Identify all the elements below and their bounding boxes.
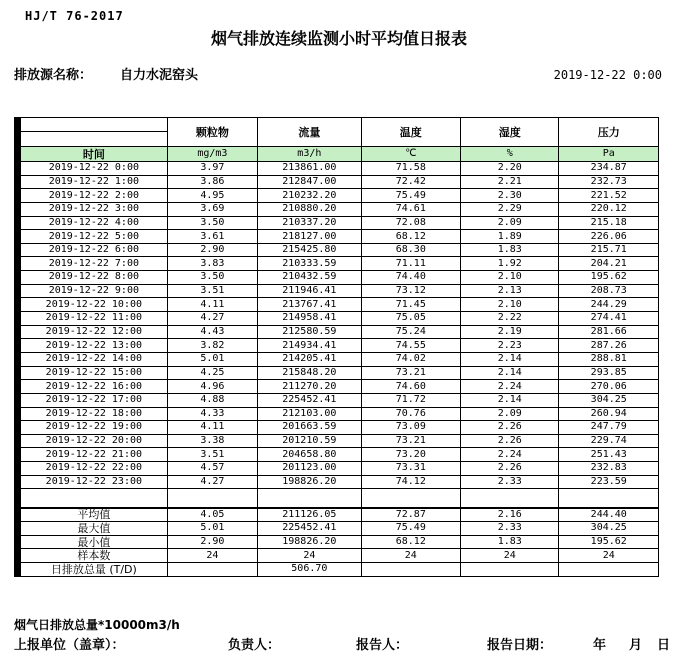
value-cell: 3.51 [167,284,257,298]
column-header-temp: 温度 [361,118,460,147]
value-cell: 220.12 [559,202,659,216]
row-label-cell: 2019-12-22 17:00 [18,393,168,407]
value-cell: 3.38 [167,434,257,448]
value-cell: 4.95 [167,189,257,203]
value-cell: 201663.59 [258,421,361,435]
row-label-cell: 最大值 [18,522,168,536]
value-cell: 2.20 [461,162,559,176]
value-cell: 3.51 [167,448,257,462]
column-header-humidity: 湿度 [461,118,559,147]
value-cell: 1.89 [461,230,559,244]
row-label-cell: 2019-12-22 19:00 [18,421,168,435]
value-cell: 1.92 [461,257,559,271]
hourly-data-row [18,271,659,285]
value-cell: 251.43 [559,448,659,462]
row-label-cell: 最小值 [18,535,168,549]
unit-temp: ℃ [361,147,460,162]
hourly-data-row [18,434,659,448]
value-cell: 3.61 [167,230,257,244]
value-cell: 304.25 [559,522,659,536]
value-cell: 215848.20 [258,366,361,380]
spacer-cell [258,489,361,508]
report-date-label: 报告日期： [487,638,553,653]
value-cell: 3.69 [167,202,257,216]
spacer-cell [167,489,257,508]
hourly-data-row [18,202,659,216]
value-cell: 2.19 [461,325,559,339]
value-cell: 223.59 [559,475,659,489]
value-cell: 198826.20 [258,535,361,549]
value-cell [559,563,659,577]
row-label-cell: 2019-12-22 10:00 [18,298,168,312]
value-cell: 3.50 [167,216,257,230]
value-cell: 226.06 [559,230,659,244]
value-cell: 198826.20 [258,475,361,489]
value-cell: 75.05 [361,312,460,326]
value-cell: 215.18 [559,216,659,230]
value-cell: 293.85 [559,366,659,380]
unit-humidity: % [461,147,559,162]
value-cell: 215425.80 [258,243,361,257]
value-cell: 68.12 [361,230,460,244]
value-cell: 2.90 [167,535,257,549]
hourly-data-row [18,243,659,257]
reporter-label: 报告人： [356,638,409,653]
value-cell: 4.57 [167,462,257,476]
value-cell: 73.09 [361,421,460,435]
value-cell: 215.71 [559,243,659,257]
value-cell: 195.62 [559,535,659,549]
hourly-data-row [18,407,659,421]
value-cell: 287.26 [559,339,659,353]
value-cell: 210232.20 [258,189,361,203]
hourly-data-row [18,312,659,326]
value-cell: 1.83 [461,535,559,549]
value-cell: 1.83 [461,243,559,257]
value-cell: 213861.00 [258,162,361,176]
value-cell: 225452.41 [258,393,361,407]
value-cell: 4.88 [167,393,257,407]
corner-cell-2 [18,132,168,147]
signature-row [0,634,678,653]
value-cell: 2.14 [461,393,559,407]
row-label-cell: 2019-12-22 16:00 [18,380,168,394]
row-label-cell: 2019-12-22 3:00 [18,202,168,216]
value-cell: 3.50 [167,271,257,285]
hourly-data-row [18,298,659,312]
value-cell: 5.01 [167,522,257,536]
value-cell: 73.12 [361,284,460,298]
value-cell: 3.97 [167,162,257,176]
value-cell: 229.74 [559,434,659,448]
value-cell: 2.21 [461,175,559,189]
hourly-data-row [18,339,659,353]
row-label-cell: 2019-12-22 22:00 [18,462,168,476]
hourly-data-row [18,448,659,462]
value-cell: 2.30 [461,189,559,203]
spacer-cell [461,489,559,508]
unit-pressure: Pa [559,147,659,162]
hourly-data-row [18,230,659,244]
source-name-value: 自力水泥窑头 [120,68,199,83]
value-cell: 71.58 [361,162,460,176]
manager-label: 负责人： [228,638,281,653]
value-cell: 270.06 [559,380,659,394]
value-cell: 4.27 [167,312,257,326]
value-cell: 68.30 [361,243,460,257]
value-cell: 260.94 [559,407,659,421]
value-cell: 221.52 [559,189,659,203]
value-cell: 2.33 [461,475,559,489]
value-cell: 2.09 [461,407,559,421]
source-name-label: 排放源名称： [14,68,93,83]
hourly-data-row [18,216,659,230]
value-cell: 3.83 [167,257,257,271]
row-label-cell: 2019-12-22 15:00 [18,366,168,380]
value-cell: 210880.20 [258,202,361,216]
value-cell: 2.14 [461,366,559,380]
row-label-cell: 2019-12-22 8:00 [18,271,168,285]
value-cell: 24 [461,549,559,563]
value-cell: 68.12 [361,535,460,549]
value-cell: 506.70 [258,563,361,577]
value-cell: 2.24 [461,380,559,394]
value-cell: 4.05 [167,508,257,522]
row-label-cell: 2019-12-22 12:00 [18,325,168,339]
value-cell: 2.24 [461,448,559,462]
column-header-row [18,118,659,132]
row-label-cell: 2019-12-22 20:00 [18,434,168,448]
hourly-data-row [18,462,659,476]
value-cell: 75.49 [361,522,460,536]
standard-number: HJ/T 76-2017 [25,9,124,23]
value-cell: 73.21 [361,366,460,380]
value-cell: 210432.59 [258,271,361,285]
year-label: 年 [593,638,607,653]
unit-flow: m3/h [258,147,361,162]
summary-row [18,549,659,563]
row-label-cell: 2019-12-22 1:00 [18,175,168,189]
value-cell: 72.87 [361,508,460,522]
summary-row [18,508,659,522]
value-cell: 24 [361,549,460,563]
value-cell: 214205.41 [258,352,361,366]
value-cell: 208.73 [559,284,659,298]
value-cell [361,563,460,577]
hourly-data-row [18,284,659,298]
value-cell: 4.25 [167,366,257,380]
source-row [14,64,662,83]
value-cell: 2.09 [461,216,559,230]
value-cell: 288.81 [559,352,659,366]
value-cell: 74.12 [361,475,460,489]
value-cell: 214934.41 [258,339,361,353]
monitoring-table [14,117,659,577]
value-cell: 2.26 [461,462,559,476]
row-label-cell: 2019-12-22 21:00 [18,448,168,462]
row-label-cell: 2019-12-22 2:00 [18,189,168,203]
hourly-data-row [18,380,659,394]
value-cell: 218127.00 [258,230,361,244]
row-label-cell: 2019-12-22 7:00 [18,257,168,271]
row-label-cell: 2019-12-22 5:00 [18,230,168,244]
row-label-cell: 日排放总量 (T/D) [18,563,168,577]
spacer-cell [559,489,659,508]
value-cell: 2.16 [461,508,559,522]
value-cell: 201210.59 [258,434,361,448]
row-label-cell: 2019-12-22 0:00 [18,162,168,176]
value-cell: 4.43 [167,325,257,339]
value-cell: 2.14 [461,352,559,366]
value-cell: 304.25 [559,393,659,407]
hourly-data-row [18,325,659,339]
value-cell: 75.24 [361,325,460,339]
value-cell: 74.60 [361,380,460,394]
daily-total-note: 烟气日排放总量*10000m3/h [14,618,180,632]
hourly-data-row [18,175,659,189]
row-label-cell: 2019-12-22 23:00 [18,475,168,489]
value-cell: 2.33 [461,522,559,536]
corner-cell [18,118,168,132]
row-label-cell: 2019-12-22 4:00 [18,216,168,230]
value-cell: 4.11 [167,298,257,312]
value-cell: 2.10 [461,271,559,285]
column-header-pressure: 压力 [559,118,659,147]
column-header-pm: 颗粒物 [167,118,257,147]
day-label: 日 [657,638,671,653]
hourly-data-row [18,366,659,380]
spacer-row [18,489,659,508]
value-cell: 210333.59 [258,257,361,271]
value-cell: 74.55 [361,339,460,353]
value-cell: 234.87 [559,162,659,176]
value-cell: 2.29 [461,202,559,216]
hourly-data-row [18,393,659,407]
value-cell: 75.49 [361,189,460,203]
row-label-cell: 2019-12-22 6:00 [18,243,168,257]
hourly-data-row [18,189,659,203]
value-cell: 232.83 [559,462,659,476]
value-cell: 210337.20 [258,216,361,230]
month-label: 月 [629,638,643,653]
spacer-cell [361,489,460,508]
value-cell: 73.20 [361,448,460,462]
hourly-data-row [18,257,659,271]
value-cell: 201123.00 [258,462,361,476]
summary-row [18,522,659,536]
value-cell [167,563,257,577]
value-cell: 211126.05 [258,508,361,522]
value-cell: 74.40 [361,271,460,285]
value-cell: 2.13 [461,284,559,298]
value-cell: 212847.00 [258,175,361,189]
value-cell: 4.11 [167,421,257,435]
value-cell: 4.96 [167,380,257,394]
row-label-cell: 2019-12-22 11:00 [18,312,168,326]
value-cell: 212103.00 [258,407,361,421]
value-cell: 214958.41 [258,312,361,326]
units-header-row [18,147,659,162]
value-cell: 74.61 [361,202,460,216]
hourly-data-row [18,352,659,366]
value-cell: 71.11 [361,257,460,271]
hourly-data-row [18,421,659,435]
value-cell: 204.21 [559,257,659,271]
hourly-data-row [18,475,659,489]
value-cell: 71.72 [361,393,460,407]
row-label-cell: 样本数 [18,549,168,563]
page-title: 烟气排放连续监测小时平均值日报表 [210,29,467,48]
time-header: 时间 [18,147,168,162]
unit-pm: mg/m3 [167,147,257,162]
value-cell: 2.26 [461,421,559,435]
value-cell: 3.86 [167,175,257,189]
value-cell: 247.79 [559,421,659,435]
row-label-cell: 2019-12-22 13:00 [18,339,168,353]
summary-row [18,563,659,577]
value-cell [461,563,559,577]
value-cell: 213767.41 [258,298,361,312]
value-cell: 72.42 [361,175,460,189]
row-label-cell: 2019-12-22 14:00 [18,352,168,366]
value-cell: 2.90 [167,243,257,257]
value-cell: 2.23 [461,339,559,353]
value-cell: 4.27 [167,475,257,489]
value-cell: 5.01 [167,352,257,366]
value-cell: 4.33 [167,407,257,421]
value-cell: 70.76 [361,407,460,421]
value-cell: 225452.41 [258,522,361,536]
value-cell: 244.40 [559,508,659,522]
value-cell: 24 [258,549,361,563]
value-cell: 204658.80 [258,448,361,462]
value-cell: 2.10 [461,298,559,312]
value-cell: 3.82 [167,339,257,353]
report-datetime: 2019-12-22 0:00 [553,68,662,82]
hourly-data-row [18,162,659,176]
value-cell: 232.73 [559,175,659,189]
reporting-unit-label: 上报单位（盖章）： [14,638,125,653]
value-cell: 2.22 [461,312,559,326]
value-cell: 73.31 [361,462,460,476]
value-cell: 212580.59 [258,325,361,339]
value-cell: 244.29 [559,298,659,312]
value-cell: 274.41 [559,312,659,326]
value-cell: 74.02 [361,352,460,366]
row-label-cell: 平均值 [18,508,168,522]
column-header-flow: 流量 [258,118,361,147]
value-cell: 211270.20 [258,380,361,394]
value-cell: 24 [559,549,659,563]
value-cell: 281.66 [559,325,659,339]
value-cell: 24 [167,549,257,563]
summary-row [18,535,659,549]
spacer-cell [18,489,168,508]
value-cell: 211946.41 [258,284,361,298]
value-cell: 73.21 [361,434,460,448]
value-cell: 71.45 [361,298,460,312]
value-cell: 195.62 [559,271,659,285]
row-label-cell: 2019-12-22 9:00 [18,284,168,298]
value-cell: 2.26 [461,434,559,448]
row-label-cell: 2019-12-22 18:00 [18,407,168,421]
value-cell: 72.08 [361,216,460,230]
